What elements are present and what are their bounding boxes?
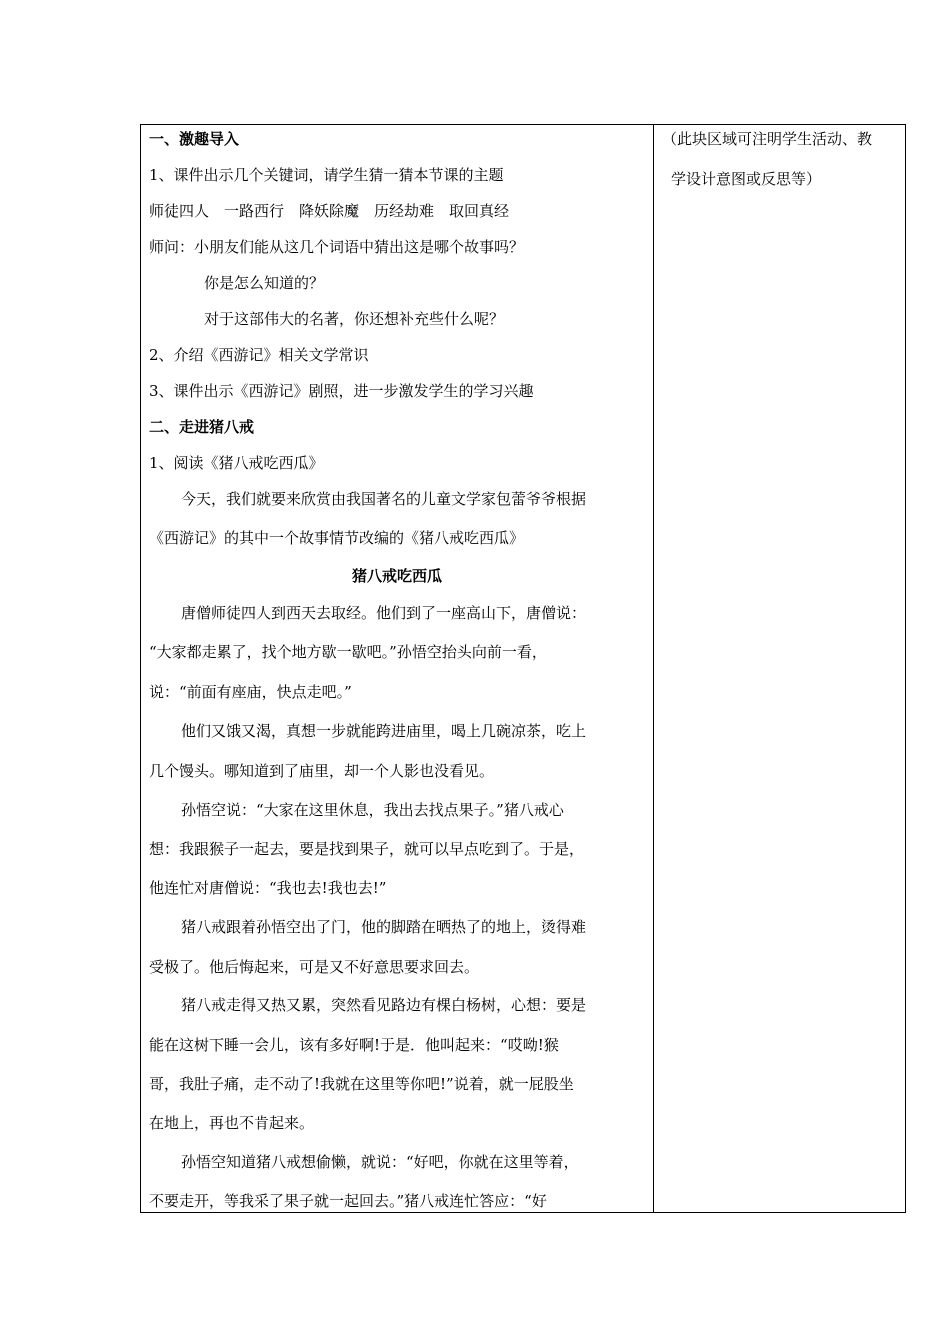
content-line: 1、课件出示几个关键词，请学生猜一猜本节课的主题 <box>149 166 504 184</box>
story-line: 几个馒头。哪知道到了庙里，却一个人影也没看见。 <box>149 762 495 780</box>
story-line: 猪八戒走得又热又累，突然看见路边有棵白杨树，心想：要是 <box>181 996 587 1014</box>
story-line: 唐僧师徒四人到西天去取经。他们到了一座高山下，唐僧说： <box>181 604 587 622</box>
story-line: 说：“前面有座庙，快点走吧。” <box>149 683 352 701</box>
content-line: 师问：小朋友们能从这几个词语中猜出这是哪个故事吗？ <box>149 238 525 256</box>
notes-column <box>654 125 905 1212</box>
story-line: “大家都走累了，找个地方歇一歇吧。”孙悟空抬头向前一看， <box>149 643 547 661</box>
story-title: 猪八戒吃西瓜 <box>351 567 442 585</box>
keywords-line: 师徒四人 一路西行 降妖除魔 历经劫难 取回真经 <box>149 202 510 220</box>
content-line: 对于这部伟大的名著，你还想补充些什么呢？ <box>204 310 505 328</box>
story-line: 不要走开，等我采了果子就一起回去。”猪八戒连忙答应：“好 <box>149 1192 547 1210</box>
notes-hint-line: 学设计意图或反思等） <box>671 170 822 188</box>
story-line: 猪八戒跟着孙悟空出了门，他的脚踏在晒热了的地上，烫得难 <box>181 918 587 936</box>
story-line: 哥，我肚子痛，走不动了!我就在这里等你吧!”说着，就一屁股坐 <box>149 1075 574 1093</box>
content-line: 3、课件出示《西游记》剧照，进一步激发学生的学习兴趣 <box>149 382 534 400</box>
story-line: 孙悟空知道猪八戒想偷懒，就说：“好吧，你就在这里等着， <box>181 1153 579 1171</box>
content-line: 2、介绍《西游记》相关文学常识 <box>149 346 369 364</box>
notes-hint-line: （此块区域可注明学生活动、教 <box>662 130 873 148</box>
story-line: 他连忙对唐僧说：“我也去!我也去!” <box>149 879 387 897</box>
story-line: 受极了。他后悔起来，可是又不好意思要求回去。 <box>149 958 480 976</box>
section-heading-intro: 一、激趣导入 <box>149 130 240 148</box>
story-line: 能在这树下睡一会儿，该有多好啊!于是．他叫起来：“哎呦!猴 <box>149 1036 559 1054</box>
story-line: 在地上，再也不肯起来。 <box>149 1114 315 1132</box>
story-line: 想：我跟猴子一起去，要是找到果子，就可以早点吃到了。于是， <box>149 840 585 858</box>
content-line: 1、阅读《猪八戒吃西瓜》 <box>149 454 324 472</box>
story-line: 他们又饿又渴，真想一步就能跨进庙里，喝上几碗凉茶，吃上 <box>181 722 587 740</box>
content-line: 你是怎么知道的？ <box>204 274 325 292</box>
content-line: 《西游记》的其中一个故事情节改编的《猪八戒吃西瓜》 <box>149 529 525 547</box>
lesson-content-column <box>141 125 654 1212</box>
story-line: 孙悟空说：“大家在这里休息，我出去找点果子。”猪八戒心 <box>181 801 564 819</box>
section-heading-zhubajie: 二、走进猪八戒 <box>149 418 255 436</box>
lesson-plan-table <box>140 124 906 1213</box>
content-line: 今天，我们就要来欣赏由我国著名的儿童文学家包蕾爷爷根据 <box>181 490 587 508</box>
